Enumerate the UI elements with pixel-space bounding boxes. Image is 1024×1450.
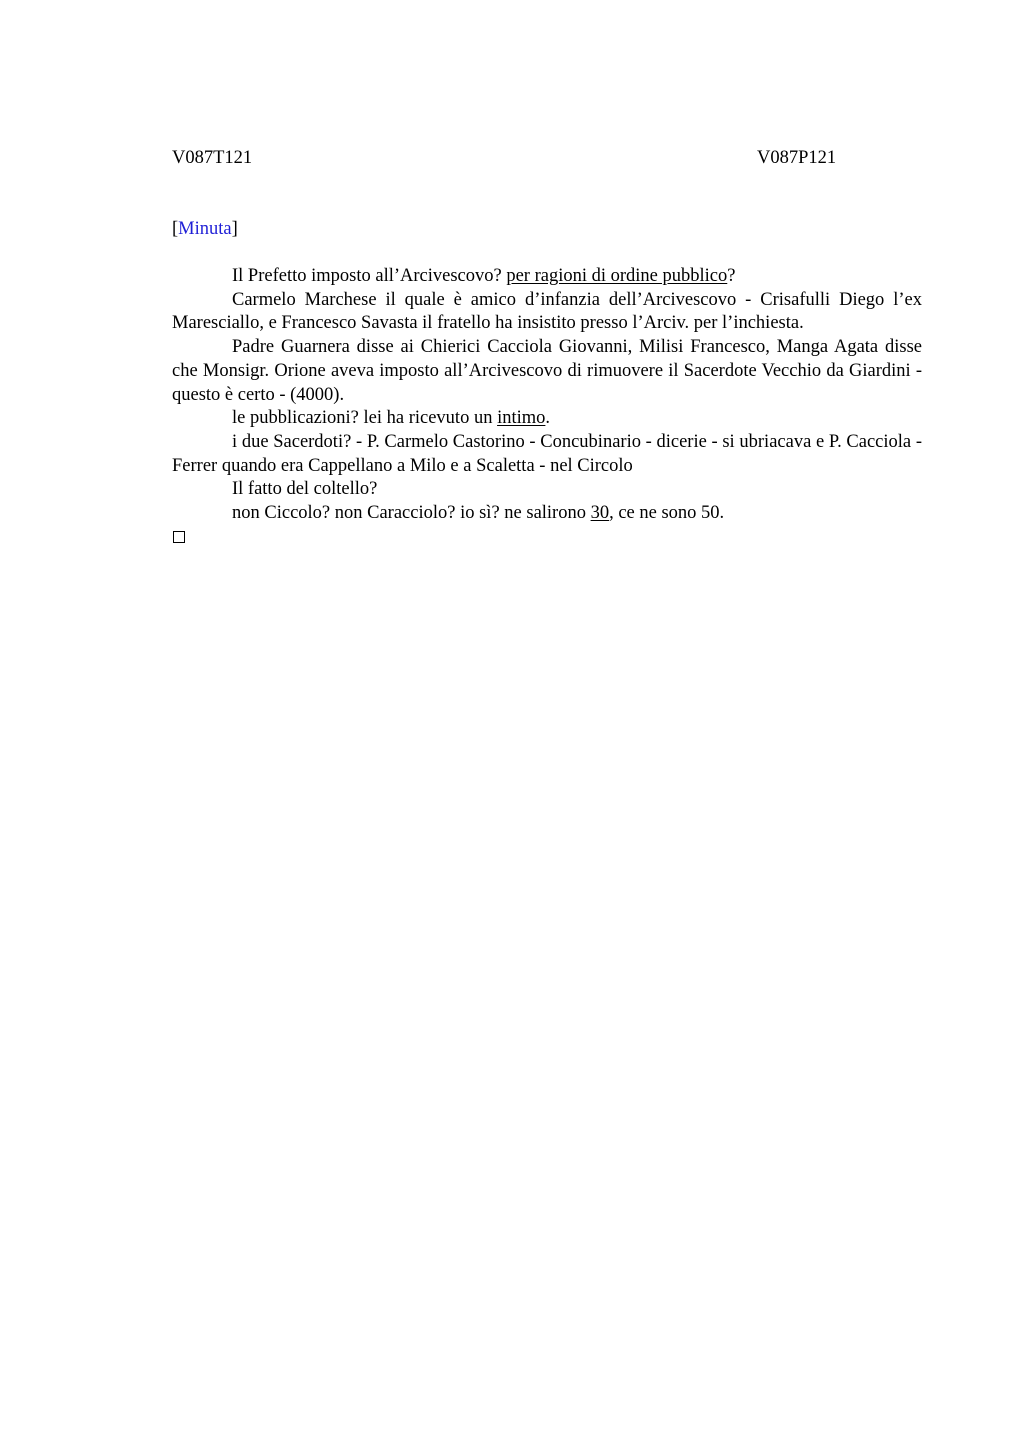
- underlined-phrase: per ragioni di ordine pubblico: [506, 266, 728, 286]
- document-body: [172, 265, 922, 526]
- paragraph-text: le pubblicazioni? lei ha ricevuto un: [232, 408, 498, 429]
- section-label: [172, 218, 238, 240]
- close-bracket: ]: [231, 219, 238, 239]
- document-code-left: V087T121: [172, 148, 253, 168]
- paragraph-marchese: Carmelo Marchese il quale è amico d’infanzia dell’Arcivescovo - Crisafulli Diego l’ex Maresciallo, e Francesco Savasta il fratello ha insistito presso l’Arciv. per l’inchiesta.: [172, 289, 922, 334]
- section-label-word: Minuta: [178, 219, 232, 239]
- paragraph-pubblicazioni: [172, 407, 922, 431]
- paragraph-ciccolo: [172, 502, 922, 526]
- empty-square-icon: [173, 531, 185, 543]
- paragraph-prefetto: [172, 265, 922, 289]
- paragraph-text: , ce ne sono 50.: [609, 503, 725, 524]
- paragraph-sacerdoti: i due Sacerdoti? - P. Carmelo Castorino - Concubinario - dicerie - si ubriacava e P. Cacciola - Ferrer quando era Cappellano a Milo e a Scaletta - nel Circolo: [172, 431, 922, 476]
- paragraph-coltello: Il fatto del coltello?: [232, 479, 378, 500]
- paragraph-text: ?: [727, 266, 736, 286]
- paragraph-text: non Ciccolo? non Caracciolo? io sì? ne salirono: [232, 503, 591, 524]
- paragraph-guarnera: Padre Guarnera disse ai Chierici Cacciola Giovanni, Milisi Francesco, Manga Agata disse che Monsigr. Orione aveva imposto all’Arcivescovo di rimuovere il Sacerdote Vecchio da Giardini - questo è certo - (4000).: [172, 337, 922, 405]
- document-code-right: V087P121: [757, 148, 837, 168]
- paragraph-text: .: [545, 408, 551, 429]
- underlined-word: intimo: [497, 408, 546, 429]
- open-bracket: [: [172, 219, 179, 239]
- paragraph-text: Il Prefetto imposto all’Arcivescovo?: [232, 266, 507, 286]
- underlined-number: 30: [590, 503, 610, 524]
